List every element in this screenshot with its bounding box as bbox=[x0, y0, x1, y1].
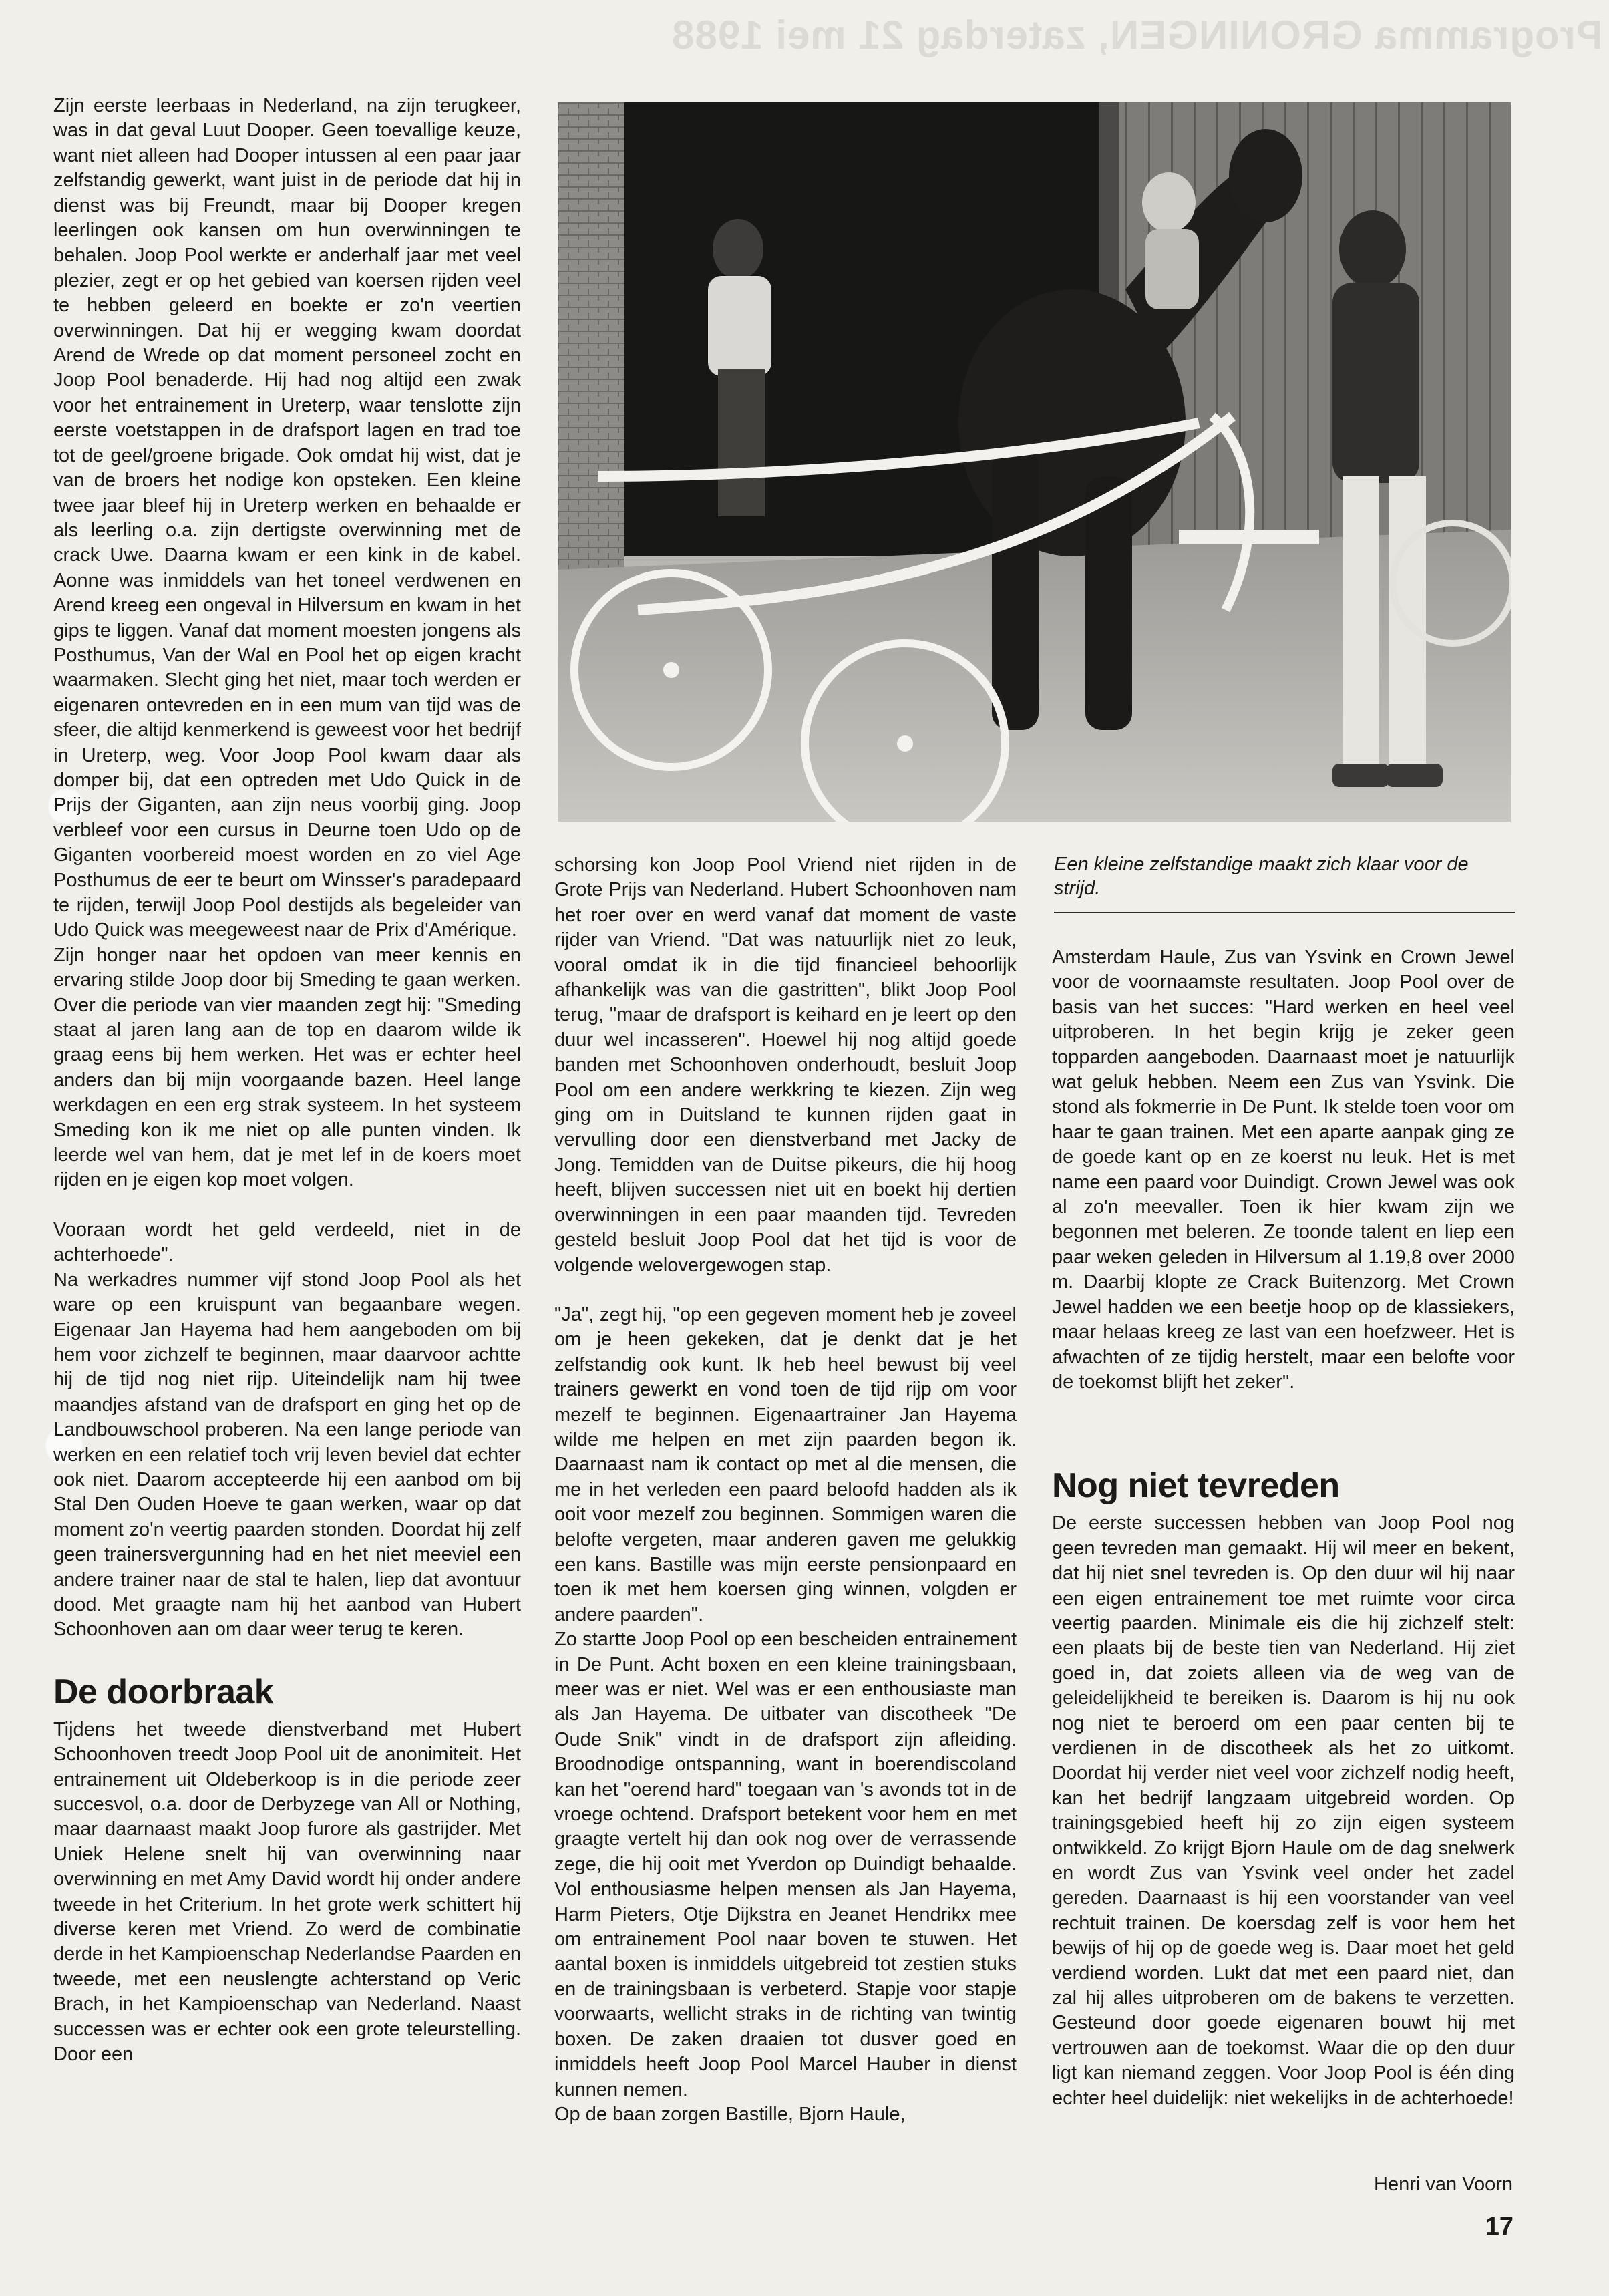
paragraph: "Ja", zegt hij, "op een gegeven moment heb je zoveel om je heen gekeken, dat je denkt dat je het zelfstandig ook kunt. Ik heb heel bewust bij veel trainers gewerkt en vond toen de tijd rijp om voor mezelf te beginnen. Eigenaartrainer Jan Hayema wilde me helpen en met zijn paarden begon ik. Daarnaast nam ik contact op met al die mensen, die me in het verleden een paard beloofd hadden als ik ooit voor mezelf zou beginnen. Sommigen waren die belofte vergeten, maar anderen gaven me gelukkig een kans. Bastille was mijn eerste pensionpaard en toen ik met hem koersen ging winnen, volgden er andere paarden". bbox=[554, 1303, 1017, 1625]
photo-caption: Een kleine zelfstandige maakt zich klaar voor de strijd. bbox=[1054, 854, 1469, 899]
article-photo bbox=[558, 102, 1511, 822]
show-through-header: Programma GRONINGEN, zaterdag 21 mei 1988 bbox=[671, 13, 1603, 57]
author-byline: Henri van Voorn bbox=[1374, 2174, 1513, 2195]
paragraph: Na werkadres nummer vijf stond Joop Pool als het ware op een kruispunt van begaanbare wegen. Eigenaar Jan Hayema had hem aangeboden om bij hem voor zichzelf te beginnen, maar daarvoor achtte hij de tijd nog niet rijp. Uiteindelijk nam hij twee maandjes afstand van de drafsport en ging het op de Landbouwschool proberen. Na een lange periode van werken en een relatief toch vrij leven beviel dat echter ook niet. Daarom accepteerde hij een aanbod om bij Stal Den Ouden Hoeve te gaan werken, waar op dat moment zo'n veertig paarden stonden. Doordat hij zelf geen trainersvergunning had en het niet meeviel een andere trainer naar de stal te halen, liep dat avontuur dood. Met graagte nam hij het aanbod van Hubert Schoonhoven aan om daar weer terug te keren. bbox=[53, 1269, 521, 1641]
paragraph: Tijdens het tweede dienstverband met Hubert Schoonhoven treedt Joop Pool uit de anonimiteit. Het entrainement uit Oldeberkoop is in die periode zeer succesvol, o.a. door de Derbyzege van All or Nothing, maar daarnaast maakt Joop furore als gastrijder. Met Uniek Helene snelt hij van overwinning naar overwinning en met Amy David wordt hij onder andere tweede in het Criterium. In het grote werk schittert hij diverse keren met Vriend. Zo werd de combinatie derde in het Kampioenschap Nederlandse Paarden en tweede, met een neuslengte achterstand op Veric Brach, in het Kampioenschap van Nederland. Naast successen was er echter ook een grote teleurstelling. Door een bbox=[53, 1718, 521, 2066]
paragraph: schorsing kon Joop Pool Vriend niet rijden in de Grote Prijs van Nederland. Hubert Schoonhoven nam het roer over en werd vanaf dat moment de vaste rijder van Vriend. "Dat was natuurlijk niet zo leuk, vooral omdat ik in die tijd financieel behoorlijk afhankelijk was van die gastritten", blikt Joop Pool terug, "maar de drafsport is keihard en je leert op den duur wel incasseren". Hoewel hij nog altijd goede banden met Schoonhoven onderhoudt, besluit Joop Pool om een andere werkkring te kiezen. Zijn weg ging om in Duitsland te kunnen rijden gaat in vervulling door een dienstverband met Jacky de Jong. Temidden van de Duitse pikeurs, die hij hoog heeft, blijven successen niet uit en boekt hij dertien overwinningen in een paar maanden tijd. Tevreden gesteld besluit Joop Pool dat het tijd is voor de volgende welovergewogen stap. bbox=[554, 854, 1017, 1276]
section-heading-doorbraak: De doorbraak bbox=[53, 1672, 274, 1711]
paragraph: Vooraan wordt het geld verdeeld, niet in de achterhoede". bbox=[53, 1218, 521, 1266]
paragraph: Op de baan zorgen Bastille, Bjorn Haule, bbox=[554, 2103, 906, 2125]
paragraph: Zijn honger naar het opdoen van meer kennis en ervaring stilde Joop door bij Smeding te gaan werken. Over die periode van vier maanden zegt hij: "Smeding staat al jaren lang aan de top en daarom wilde ik graag eens bij hem werken. Het was er echter heel anders dan bij mijn voorgaande bazen. Heel lange werkdagen en een erg strak systeem. In het systeem Smeding kon ik me niet op alle punten vinden. Ik leerde wel van hem, dat je met lef in de koers moet rijden en je eigen kop moet volgen. bbox=[53, 944, 521, 1191]
section-heading-tevreden: Nog niet tevreden bbox=[1052, 1466, 1340, 1506]
page-number: 17 bbox=[1485, 2212, 1513, 2241]
paragraph: Zijn eerste leerbaas in Nederland, na zijn terugkeer, was in dat geval Luut Dooper. Geen toevallige keuze, want niet alleen had Dooper intussen al een paar jaar zelfstandig gewerkt, want juist in de periode dat hij in dienst was bij Freundt, maar bij Dooper kregen leerlingen ook kansen om hun overwinningen te behalen. Joop Pool werkte er anderhalf jaar met veel plezier, zegt er op het gebied van koersen rijden veel te hebben geleerd en boekte er zo'n veertien overwinningen. Dat hij er wegging kwam doordat Arend de Wrede op dat moment personeel zocht en Joop Pool benaderde. Hij had nog altijd een zwak voor het entrainement in Ureterp, waar tenslotte zijn eerste voetstappen in de drafsport lagen en trad toe tot de geel/groene brigade. Ook omdat hij wist, dat je van de broers het nodige kon opsteken. Een kleine twee jaar bleef hij in Ureterp werken en behaalde er als leerling o.a. zijn dertigste overwinning met de crack Uwe. Daarna kwam er een kink in de kabel. Aonne was inmiddels van het toneel verdwenen en Arend kreeg een ongeval in Hilversum en kwam in het gips te liggen. Vanaf dat moment moesten jongens als Posthumus, Van der Wal en Pool het op eigen kracht waarmaken. Slecht ging het niet, maar toch werden er eigenaren ontevreden en in een mum van tijd was de sfeer, die altijd kenmerkend is geweest voor het bedrijf in Ureterp, weg. Voor Joop Pool kwam daar als domper bij, dat een optreden met Udo Quick in de Prijs der Giganten, aan zijn neus voorbij ging. Joop verbleef voor een cursus in Deurne toen Udo op de Giganten voorbereid moest worden en zo viel Age Posthumus de eer te beurt om Winsser's paradepaard te rijden, terwijl Joop Pool destijds als begeleider van Udo Quick was meegeweest naar de Prix d'Amérique. bbox=[53, 95, 521, 941]
article-column-3 bbox=[1052, 945, 1515, 2111]
paragraph: Amsterdam Haule, Zus van Ysvink en Crown Jewel voor de voornaamste resultaten. Joop Pool over de basis van het succes: "Hard werken en heel veel uitproberen. In het begin krijg je zeker geen topparden aangeboden. Daarnaast moet je natuurlijk wat geluk hebben. Neem een Zus van Ysvink. Die stond als fokmerrie in De Punt. Ik stelde toen voor om haar te gaan trainen. Met een aparte aanpak ging ze de goede kant op en ze koerst nu leuk. Het is met name een paard voor Duindigt. Crown Jewel was ook al zo'n meevaller. Toen ik hier kwam zijn we begonnen met beleren. Ze toonde talent en liep een paar weken geleden in Hilversum al 1.19,8 over 2000 m. Daarbij klopte ze Crack Buitenzorg. Met Crown Jewel hadden we een beetje hoop op de klassiekers, maar helaas kreeg ze last van een hoefzweer. Het is afwachten of ze tijdig herstelt, maar een belofte voor de toekomst blijft het zeker". bbox=[1052, 947, 1515, 1393]
article-column-1 bbox=[53, 94, 521, 2067]
caption-divider bbox=[1054, 912, 1515, 913]
article-column-2 bbox=[554, 853, 1017, 2127]
paragraph: De eerste successen hebben van Joop Pool nog geen tevreden man gemaakt. Hij wil meer en bekent, dat hij niet snel tevreden is. Op den duur wil hij naar een eigen entrainement toe met ruimte voor circa veertig paarden. Minimale eis die hij zichzelf stelt: een plaats bij de beste tien van Nederland. Hij ziet goed in, dat zoiets alleen via de weg van de geleidelijkheid te bereiken is. Daarom is hij nu ook nog niet te beroerd om een paar centen bij te verdienen in de discotheek als het zo uitkomt. Doordat hij verder niet veel voor zichzelf nodig heeft, kan het bedrijf langzaam uitgebreid worden. Op trainingsgebied heeft hij zo zijn eigen systeem ontwikkeld. Zo krijgt Bjorn Haule om de dag snelwerk en wordt Zus van Ysvink veel onder het zadel gereden. Daarnaast is hij een voorstander van veel rechtuit trainen. De koersdag zelf is voor hem het bewijs of hij op de goede weg is. Daar moet het geld verdiend worden. Lukt dat met een paard niet, dan zal hij alles uitproberen om de bakens te verzetten. Gesteund door goede eigenaren bouwt hij met vertrouwen aan de toekomst. Waar die op den duur ligt kan niemand zeggen. Voor Joop Pool is één ding echter heel duidelijk: niet wekelijks in de achterhoede! bbox=[1052, 1512, 1515, 2109]
paragraph: Zo startte Joop Pool op een bescheiden entrainement in De Punt. Acht boxen en een kleine trainingsbaan, meer was er niet. Wel was er een enthousiaste man als Jan Hayema. De uitbater van discotheek "De Oude Snik" vindt in de drafsport zijn afleiding. Broodnodige ontspanning, want in boerendiscoland kan het "oerend hard" toegaan van 's avonds tot in de vroege ochtend. Drafsport betekent voor hem en met graagte vertelt hij dan ook nog over de verrassende zege, die hij ooit met Yverdon op Duindigt behaalde. Vol enthousiasme helpen mensen als Jan Hayema, Harm Pieters, Otje Dijkstra en Jeanet Hendrikx mee om entrainement Pool naar boven te stuwen. Het aantal boxen is inmiddels uitgebreid tot zestien stuks en de trainingsbaan is verbeterd. Stapje voor stapje voorwaarts, wellicht straks in de richting van twintig boxen. De zaken draaien tot dusver goed en inmiddels heeft Joop Pool Marcel Hauber in dienst kunnen nemen. bbox=[554, 1629, 1017, 2100]
